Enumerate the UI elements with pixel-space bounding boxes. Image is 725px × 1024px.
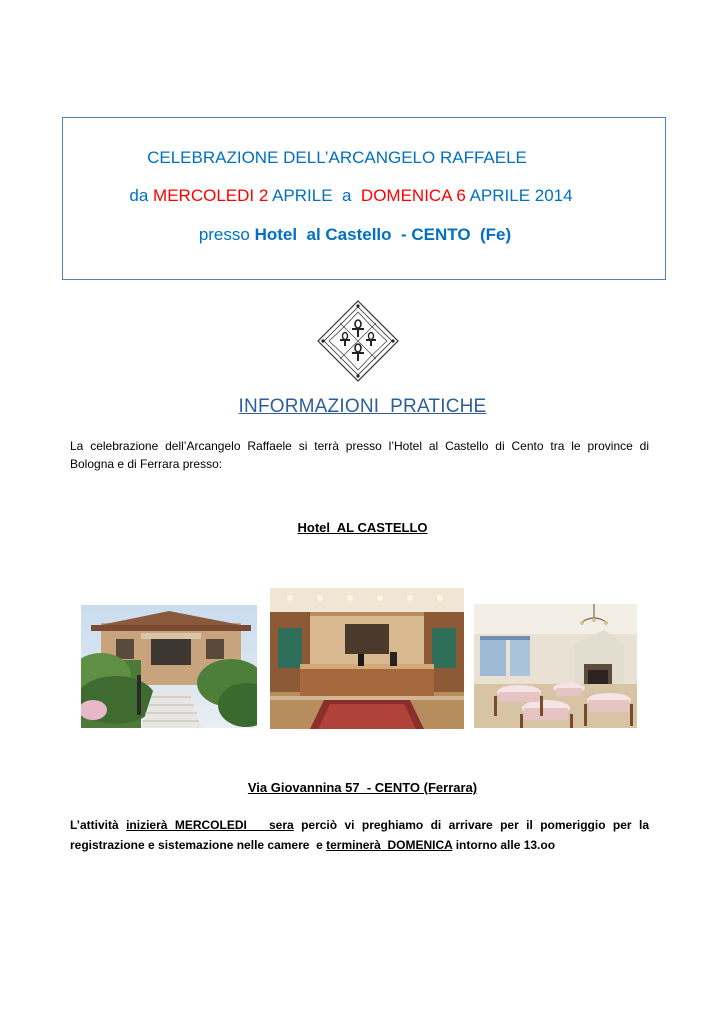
dates-prefix: da [129,186,154,205]
schedule-text-3: registrazione e sistemazione nelle camere e [70,838,327,852]
start-month: APRILE [268,186,333,205]
schedule-paragraph [70,815,649,855]
venue-prefix: presso [198,225,255,244]
schedule-text-4: intorno alle 13.oo [452,838,556,852]
start-day: MERCOLEDI 2 [153,186,269,205]
intro-line-2: Bologna e di Ferrara presso: [70,457,223,471]
section-heading: INFORMAZIONI PRATICHE [238,396,487,417]
hotel-lobby-photo [270,588,464,729]
hotel-exterior-photo [81,605,257,728]
end-info: terminerà DOMENICA [326,838,453,852]
event-title: CELEBRAZIONE DELL’ARCANGELO RAFFAELE [147,148,527,167]
schedule-line-1 [70,815,649,835]
intro-line-1: La celebrazione dell’Arcangelo Raffaele si terrà presso l’Hotel al Castello di Cento tra le province di [70,439,649,453]
schedule-text-2: perciò vi preghiamo di arrivare per il pomeriggio per la [293,818,649,832]
hotel-address: Via Giovannina 57 - CENTO (Ferrara) [247,780,478,795]
start-info: inizierà MERCOLEDI sera [126,818,294,832]
event-venue [63,225,647,245]
venue-name: Hotel al Castello - CENTO (Fe) [254,225,512,244]
dates-connector: a [332,186,361,205]
hotel-name: Hotel AL CASTELLO [297,520,428,535]
schedule-text-1: L’attività [70,818,127,832]
event-box [62,117,666,280]
end-day: DOMENICA 6 [360,186,466,205]
end-month-year: APRILE 2014 [465,186,573,205]
hotel-dining-room-photo [474,604,637,728]
intro-paragraph [70,437,649,473]
schedule-line-2 [70,838,555,852]
event-dates [63,186,639,206]
ankh-cross-emblem-icon [315,298,401,384]
